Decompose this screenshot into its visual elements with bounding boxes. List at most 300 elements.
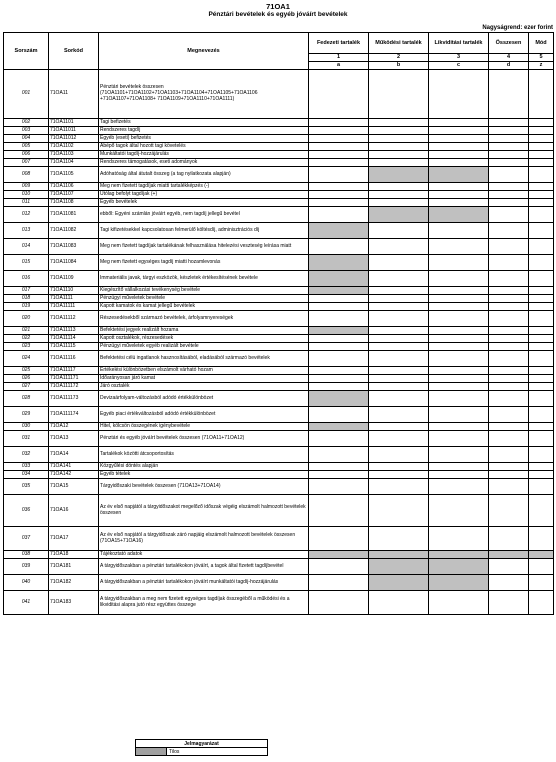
value-cell-mod[interactable] <box>529 70 554 119</box>
row-number: 020 <box>4 311 49 327</box>
row-description: Időarányosan járó kamat <box>99 375 309 383</box>
value-cell-mukodesi[interactable] <box>369 159 429 167</box>
value-cell-fedezeti[interactable] <box>309 199 369 207</box>
value-cell-likviditasi[interactable] <box>429 255 489 271</box>
row-number: 005 <box>4 143 49 151</box>
value-cell-mod[interactable] <box>529 303 554 311</box>
value-cell-fedezeti[interactable] <box>309 159 369 167</box>
value-cell-mod[interactable] <box>529 559 554 575</box>
row-code: 71OA18 <box>49 551 99 559</box>
value-cell-mukodesi[interactable] <box>369 151 429 159</box>
value-cell-likviditasi[interactable] <box>429 70 489 119</box>
value-cell-mod[interactable] <box>529 239 554 255</box>
value-cell-likviditasi[interactable] <box>429 423 489 431</box>
row-number: 007 <box>4 159 49 167</box>
table-row <box>4 70 554 119</box>
col-number: 5 <box>529 54 554 62</box>
form-subtitle: Pénztári bevételek és egyéb jóváírt bevételek <box>208 11 348 18</box>
legend-swatch-forbidden <box>136 748 167 756</box>
value-cell-osszesen[interactable] <box>489 199 529 207</box>
value-cell-mukodesi[interactable] <box>369 407 429 423</box>
value-cell-osszesen[interactable] <box>489 127 529 135</box>
row-description: Befektetési célú ingatlanok hasznosításából, eladásából származó bevételek <box>99 351 309 367</box>
value-cell-mukodesi[interactable] <box>369 335 429 343</box>
row-description: Az év első napjától a tárgyidőszak záró napjáig elszámolt halmozott bevételek összesen (71OA15+71OA16) <box>99 527 309 551</box>
value-cell-mod[interactable] <box>529 431 554 447</box>
value-cell-osszesen[interactable] <box>489 271 529 287</box>
value-cell-mod[interactable] <box>529 367 554 375</box>
table-row <box>4 199 554 207</box>
row-description: Egyéb tételek <box>99 471 309 479</box>
value-cell-mod[interactable] <box>529 463 554 471</box>
value-cell-mukodesi[interactable] <box>369 471 429 479</box>
table-row <box>4 183 554 191</box>
table-row <box>4 591 554 615</box>
value-cell-mod[interactable] <box>529 159 554 167</box>
col-letter: b <box>369 62 429 70</box>
row-description: Kiegészítő vállalkozási tevékenység bevétele <box>99 287 309 295</box>
value-cell-mukodesi[interactable] <box>369 127 429 135</box>
value-cell-mukodesi[interactable] <box>369 391 429 407</box>
value-cell-fedezeti[interactable] <box>309 367 369 375</box>
value-cell-fedezeti[interactable] <box>309 591 369 615</box>
row-code: 71OA12 <box>49 423 99 431</box>
value-cell-fedezeti[interactable] <box>309 207 369 223</box>
row-code: 71OA11112 <box>49 311 99 327</box>
value-cell-osszesen[interactable] <box>489 183 529 191</box>
value-cell-likviditasi[interactable] <box>429 527 489 551</box>
table-row <box>4 119 554 127</box>
value-cell-osszesen[interactable] <box>489 447 529 463</box>
value-cell-mod[interactable] <box>529 351 554 367</box>
value-cell-mukodesi[interactable] <box>369 447 429 463</box>
value-cell-mukodesi[interactable] <box>369 367 429 375</box>
value-cell-fedezeti[interactable] <box>309 135 369 143</box>
value-cell-osszesen[interactable] <box>489 327 529 335</box>
row-number: 028 <box>4 391 49 407</box>
value-cell-fedezeti[interactable] <box>309 375 369 383</box>
value-cell-mod[interactable] <box>529 343 554 351</box>
table-row <box>4 135 554 143</box>
value-cell-osszesen[interactable] <box>489 527 529 551</box>
value-cell-mod[interactable] <box>529 383 554 391</box>
value-cell-mukodesi[interactable] <box>369 255 429 271</box>
table-row <box>4 159 554 167</box>
table-row <box>4 367 554 375</box>
table-row <box>4 423 554 431</box>
row-number: 006 <box>4 151 49 159</box>
row-description: Értékelési különbözetben elszámolt várható hozam <box>99 367 309 375</box>
value-cell-osszesen[interactable] <box>489 479 529 495</box>
value-cell-mod[interactable] <box>529 407 554 423</box>
value-cell-fedezeti[interactable] <box>309 383 369 391</box>
value-cell-mukodesi[interactable] <box>369 199 429 207</box>
value-cell-mukodesi[interactable] <box>369 119 429 127</box>
value-cell-mukodesi[interactable] <box>369 343 429 351</box>
value-cell-mod[interactable] <box>529 527 554 551</box>
value-cell-mukodesi[interactable] <box>369 295 429 303</box>
table-row <box>4 463 554 471</box>
value-cell-fedezeti <box>309 423 369 431</box>
row-description: Egyéb bevételek <box>99 199 309 207</box>
col-letter: c <box>429 62 489 70</box>
table-row <box>4 391 554 407</box>
value-cell-mod[interactable] <box>529 191 554 199</box>
value-cell-likviditasi[interactable] <box>429 431 489 447</box>
value-cell-mukodesi[interactable] <box>369 327 429 335</box>
value-cell-likviditasi[interactable] <box>429 311 489 327</box>
value-cell-osszesen[interactable] <box>489 191 529 199</box>
row-code: 71OA16 <box>49 495 99 527</box>
value-cell-likviditasi[interactable] <box>429 119 489 127</box>
value-cell-osszesen[interactable] <box>489 295 529 303</box>
row-number: 029 <box>4 407 49 423</box>
value-cell-mod[interactable] <box>529 271 554 287</box>
value-cell-likviditasi[interactable] <box>429 327 489 335</box>
row-number: 019 <box>4 303 49 311</box>
row-code: 71OA1105 <box>49 167 99 183</box>
value-cell-likviditasi[interactable] <box>429 223 489 239</box>
value-cell-likviditasi[interactable] <box>429 127 489 135</box>
row-description: A tárgyidőszakban a meg nem fizetett egységes tagdíjak összegéből a működési és a likviditási alapra jutó rész együttes összege <box>99 591 309 615</box>
value-cell-likviditasi[interactable] <box>429 199 489 207</box>
value-cell-likviditasi[interactable] <box>429 159 489 167</box>
value-cell-osszesen[interactable] <box>489 495 529 527</box>
row-code: 71OA1102 <box>49 143 99 151</box>
value-cell-osszesen[interactable] <box>489 559 529 575</box>
value-cell-likviditasi[interactable] <box>429 447 489 463</box>
value-cell-osszesen[interactable] <box>489 431 529 447</box>
value-cell-osszesen[interactable] <box>489 367 529 375</box>
value-cell-osszesen[interactable] <box>489 255 529 271</box>
value-cell-mod[interactable] <box>529 119 554 127</box>
row-number: 035 <box>4 479 49 495</box>
value-cell-osszesen[interactable] <box>489 591 529 615</box>
table-row <box>4 255 554 271</box>
row-number: 003 <box>4 127 49 135</box>
row-number: 030 <box>4 423 49 431</box>
value-cell-likviditasi[interactable] <box>429 271 489 287</box>
legend-label-forbidden: Tilos <box>167 748 268 756</box>
value-cell-mod[interactable] <box>529 183 554 191</box>
row-number: 022 <box>4 335 49 343</box>
value-cell-mod <box>529 551 554 559</box>
value-cell-fedezeti[interactable] <box>309 495 369 527</box>
value-cell-mukodesi[interactable] <box>369 383 429 391</box>
row-code: 71OA11082 <box>49 223 99 239</box>
value-cell-mod[interactable] <box>529 151 554 159</box>
value-cell-mod[interactable] <box>529 423 554 431</box>
table-row <box>4 271 554 287</box>
row-description: Devizaárfolyam-változásból adódó értékkülönbözet <box>99 391 309 407</box>
row-number: 032 <box>4 447 49 463</box>
row-code: 71OA181 <box>49 559 99 575</box>
header-osszesen: Összesen <box>489 33 529 54</box>
value-cell-mukodesi[interactable] <box>369 527 429 551</box>
value-cell-mod[interactable] <box>529 223 554 239</box>
value-cell-likviditasi[interactable] <box>429 591 489 615</box>
row-description: Pénzügyi műveletek bevétele <box>99 295 309 303</box>
value-cell-osszesen[interactable] <box>489 167 529 183</box>
value-cell-osszesen[interactable] <box>489 407 529 423</box>
header-mod: Mód <box>529 33 554 54</box>
value-cell-osszesen[interactable] <box>489 207 529 223</box>
unit-label: Nagyságrend: ezer forint <box>482 25 553 31</box>
value-cell-osszesen[interactable] <box>489 575 529 591</box>
value-cell-likviditasi[interactable] <box>429 191 489 199</box>
value-cell-fedezeti[interactable] <box>309 559 369 575</box>
value-cell-osszesen[interactable] <box>489 303 529 311</box>
table-row <box>4 207 554 223</box>
row-description: Tájékoztató adatok <box>99 551 309 559</box>
value-cell-mod[interactable] <box>529 391 554 407</box>
row-number: 040 <box>4 575 49 591</box>
value-cell-mukodesi[interactable] <box>369 239 429 255</box>
header-sorkod: Sorkód <box>49 33 99 70</box>
row-code: 71OA11113 <box>49 327 99 335</box>
value-cell-likviditasi <box>429 559 489 575</box>
value-cell-likviditasi[interactable] <box>429 287 489 295</box>
row-code: 71OA11012 <box>49 135 99 143</box>
row-description: Járó osztalék <box>99 383 309 391</box>
value-cell-fedezeti <box>309 287 369 295</box>
value-cell-mukodesi[interactable] <box>369 303 429 311</box>
value-cell-mukodesi[interactable] <box>369 431 429 447</box>
value-cell-mod[interactable] <box>529 255 554 271</box>
value-cell-mod[interactable] <box>529 295 554 303</box>
row-number: 017 <box>4 287 49 295</box>
value-cell-mukodesi[interactable] <box>369 351 429 367</box>
value-cell-mukodesi[interactable] <box>369 135 429 143</box>
value-cell-mod[interactable] <box>529 375 554 383</box>
value-cell-mod[interactable] <box>529 143 554 151</box>
value-cell-fedezeti[interactable] <box>309 407 369 423</box>
value-cell-osszesen[interactable] <box>489 375 529 383</box>
row-code: 71OA17 <box>49 527 99 551</box>
value-cell-fedezeti[interactable] <box>309 303 369 311</box>
value-cell-mukodesi[interactable] <box>369 375 429 383</box>
row-number: 014 <box>4 239 49 255</box>
value-cell-fedezeti[interactable] <box>309 183 369 191</box>
value-cell-fedezeti[interactable] <box>309 335 369 343</box>
value-cell-mod[interactable] <box>529 335 554 343</box>
value-cell-likviditasi[interactable] <box>429 151 489 159</box>
value-cell-fedezeti[interactable] <box>309 151 369 159</box>
row-description: Pénztári és egyéb jóváírt bevételek összesen (71OA11+71OA12) <box>99 431 309 447</box>
value-cell-likviditasi[interactable] <box>429 375 489 383</box>
value-cell-mod[interactable] <box>529 447 554 463</box>
table-row <box>4 303 554 311</box>
row-number: 015 <box>4 255 49 271</box>
value-cell-mukodesi[interactable] <box>369 479 429 495</box>
value-cell-osszesen[interactable] <box>489 151 529 159</box>
row-description: Rendszeres támogatások, eseti adományok <box>99 159 309 167</box>
value-cell-osszesen[interactable] <box>489 351 529 367</box>
value-cell-fedezeti[interactable] <box>309 167 369 183</box>
header-fedezeti: Fedezeti tartalék <box>309 33 369 54</box>
value-cell-fedezeti[interactable] <box>309 143 369 151</box>
table-row <box>4 575 554 591</box>
row-code: 71OA11114 <box>49 335 99 343</box>
value-cell-likviditasi[interactable] <box>429 367 489 375</box>
value-cell-likviditasi[interactable] <box>429 183 489 191</box>
value-cell-likviditasi[interactable] <box>429 407 489 423</box>
value-cell-osszesen[interactable] <box>489 119 529 127</box>
value-cell-mod[interactable] <box>529 287 554 295</box>
table-row <box>4 151 554 159</box>
value-cell-mod[interactable] <box>529 127 554 135</box>
table-row <box>4 551 554 559</box>
value-cell-fedezeti <box>309 223 369 239</box>
value-cell-osszesen[interactable] <box>489 423 529 431</box>
value-cell-osszesen[interactable] <box>489 239 529 255</box>
value-cell-mod[interactable] <box>529 167 554 183</box>
table-row <box>4 527 554 551</box>
value-cell-mukodesi[interactable] <box>369 271 429 287</box>
table-row <box>4 335 554 343</box>
row-description: Egyéb (eseti) befizetés <box>99 135 309 143</box>
value-cell-mod[interactable] <box>529 479 554 495</box>
form-code-title: 71OA1 <box>266 2 290 11</box>
value-cell-mod[interactable] <box>529 575 554 591</box>
value-cell-mod[interactable] <box>529 135 554 143</box>
value-cell-fedezeti[interactable] <box>309 311 369 327</box>
value-cell-fedezeti[interactable] <box>309 479 369 495</box>
row-description: Befektetési jegyek realizált hozama <box>99 327 309 335</box>
value-cell-osszesen[interactable] <box>489 391 529 407</box>
value-cell-fedezeti[interactable] <box>309 70 369 119</box>
row-code: 71OA142 <box>49 471 99 479</box>
row-code: 71OA1106 <box>49 183 99 191</box>
value-cell-likviditasi[interactable] <box>429 479 489 495</box>
value-cell-mod[interactable] <box>529 207 554 223</box>
row-description: Immateriális javak, tárgyi eszközök, készletek értékesítésének bevétele <box>99 271 309 287</box>
value-cell-fedezeti[interactable] <box>309 343 369 351</box>
table-row <box>4 559 554 575</box>
value-cell-mod[interactable] <box>529 311 554 327</box>
value-cell-osszesen[interactable] <box>489 287 529 295</box>
row-number: 021 <box>4 327 49 335</box>
row-code: 71OA1104 <box>49 159 99 167</box>
row-code: 71OA11084 <box>49 255 99 271</box>
value-cell-likviditasi[interactable] <box>429 463 489 471</box>
value-cell-mukodesi[interactable] <box>369 183 429 191</box>
value-cell-mukodesi[interactable] <box>369 463 429 471</box>
value-cell-mukodesi[interactable] <box>369 223 429 239</box>
value-cell-fedezeti[interactable] <box>309 295 369 303</box>
value-cell-likviditasi[interactable] <box>429 335 489 343</box>
value-cell-fedezeti[interactable] <box>309 447 369 463</box>
value-cell-mukodesi[interactable] <box>369 287 429 295</box>
value-cell-mukodesi[interactable] <box>369 591 429 615</box>
table-row <box>4 327 554 335</box>
value-cell-likviditasi[interactable] <box>429 391 489 407</box>
value-cell-mod[interactable] <box>529 471 554 479</box>
row-code: 71OA1103 <box>49 151 99 159</box>
value-cell-mukodesi[interactable] <box>369 143 429 151</box>
row-code: 71OA1108 <box>49 199 99 207</box>
value-cell-osszesen[interactable] <box>489 311 529 327</box>
table-row <box>4 375 554 383</box>
row-code: 71OA141 <box>49 463 99 471</box>
value-cell-osszesen[interactable] <box>489 70 529 119</box>
value-cell-fedezeti[interactable] <box>309 351 369 367</box>
value-cell-likviditasi[interactable] <box>429 135 489 143</box>
value-cell-osszesen[interactable] <box>489 335 529 343</box>
value-cell-fedezeti[interactable] <box>309 239 369 255</box>
value-cell-fedezeti[interactable] <box>309 527 369 551</box>
value-cell-mukodesi <box>369 575 429 591</box>
value-cell-osszesen[interactable] <box>489 223 529 239</box>
row-code: 71OA11083 <box>49 239 99 255</box>
value-cell-likviditasi[interactable] <box>429 295 489 303</box>
table-row <box>4 431 554 447</box>
row-number: 010 <box>4 191 49 199</box>
value-cell-osszesen[interactable] <box>489 143 529 151</box>
value-cell-likviditasi[interactable] <box>429 343 489 351</box>
value-cell-mod[interactable] <box>529 495 554 527</box>
row-number: 034 <box>4 471 49 479</box>
value-cell-likviditasi[interactable] <box>429 303 489 311</box>
row-number: 027 <box>4 383 49 391</box>
row-description: Hitel, kölcsön összegének igénybevétele <box>99 423 309 431</box>
table-row <box>4 295 554 303</box>
value-cell-fedezeti[interactable] <box>309 119 369 127</box>
value-cell-osszesen[interactable] <box>489 471 529 479</box>
value-cell-fedezeti[interactable] <box>309 127 369 135</box>
value-cell-mod[interactable] <box>529 591 554 615</box>
value-cell-likviditasi[interactable] <box>429 239 489 255</box>
value-cell-likviditasi[interactable] <box>429 495 489 527</box>
row-number: 025 <box>4 367 49 375</box>
value-cell-osszesen[interactable] <box>489 343 529 351</box>
value-cell-osszesen[interactable] <box>489 463 529 471</box>
value-cell-likviditasi <box>429 575 489 591</box>
row-description: Adóhatóság által átutalt összeg (a tag nyilatkozata alapján) <box>99 167 309 183</box>
value-cell-fedezeti[interactable] <box>309 575 369 591</box>
value-cell-likviditasi[interactable] <box>429 351 489 367</box>
value-cell-mod[interactable] <box>529 327 554 335</box>
value-cell-mukodesi[interactable] <box>369 495 429 527</box>
row-code: 71OA1107 <box>49 191 99 199</box>
row-number: 018 <box>4 295 49 303</box>
value-cell-fedezeti[interactable] <box>309 463 369 471</box>
value-cell-likviditasi[interactable] <box>429 383 489 391</box>
value-cell-mod[interactable] <box>529 199 554 207</box>
value-cell-mukodesi[interactable] <box>369 311 429 327</box>
row-number: 033 <box>4 463 49 471</box>
value-cell-fedezeti <box>309 255 369 271</box>
value-cell-mukodesi[interactable] <box>369 191 429 199</box>
value-cell-likviditasi[interactable] <box>429 143 489 151</box>
value-cell-osszesen[interactable] <box>489 135 529 143</box>
row-number: 012 <box>4 207 49 223</box>
row-code: 71OA183 <box>49 591 99 615</box>
value-cell-mukodesi <box>369 167 429 183</box>
value-cell-osszesen[interactable] <box>489 383 529 391</box>
value-cell-likviditasi[interactable] <box>429 471 489 479</box>
row-code: 71OA1110 <box>49 287 99 295</box>
value-cell-fedezeti[interactable] <box>309 471 369 479</box>
table-row <box>4 479 554 495</box>
value-cell-osszesen[interactable] <box>489 159 529 167</box>
value-cell-mukodesi[interactable] <box>369 423 429 431</box>
value-cell-fedezeti[interactable] <box>309 191 369 199</box>
row-code: 71OA11117 <box>49 367 99 375</box>
value-cell-fedezeti[interactable] <box>309 431 369 447</box>
value-cell-mukodesi[interactable] <box>369 70 429 119</box>
value-cell-likviditasi <box>429 167 489 183</box>
